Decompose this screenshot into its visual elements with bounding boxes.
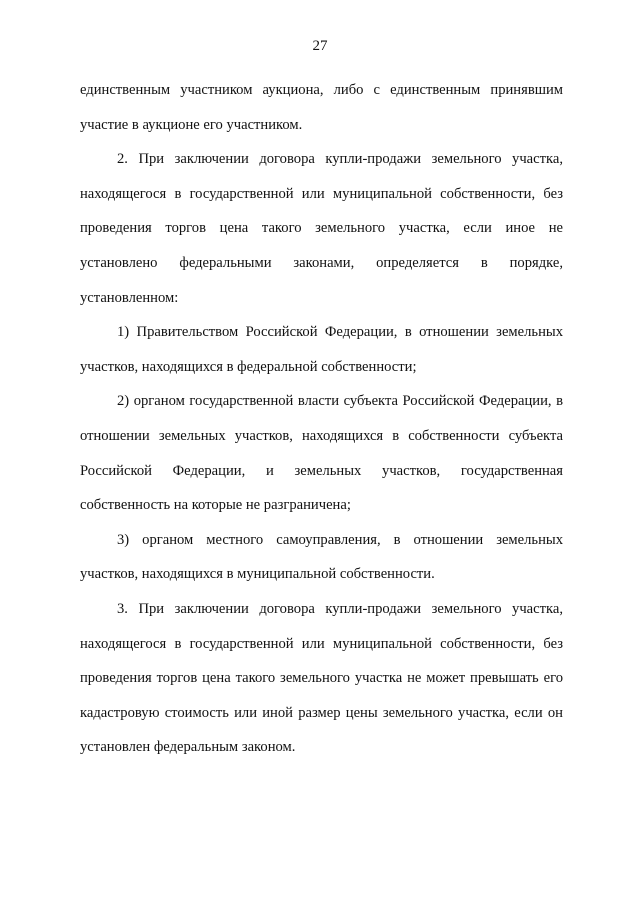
paragraph-item-1: 1) Правительством Российской Федерации, в отношении земельных участков, находящихся в федеральной собственности; xyxy=(80,324,563,375)
paragraph-item-2: 2) органом государственной власти субъекта Российской Федерации, в отношении земельных участков, находящихся в собственности субъекта Российской Федерации, и земельных участков, государственная собственность на которые не разграничена; xyxy=(80,393,563,514)
paragraph-clause-2: 2. При заключении договора купли-продажи земельного участка, находящегося в государственной или муниципальной собственности, без проведения торгов цена такого земельного участка, если иное не установлено федеральными законами, определяется в порядке, установленном: xyxy=(80,151,563,306)
page-number: 27 xyxy=(312,38,328,54)
document-body xyxy=(80,73,563,765)
paragraph-item-3: 3) органом местного самоуправления, в отношении земельных участков, находящихся в муниципальной собственности. xyxy=(80,531,563,583)
paragraph-clause-3: 3. При заключении договора купли-продажи земельного участка, находящегося в государственной или муниципальной собственности, без проведения торгов цена такого земельного участка не может превышать его кадастровую стоимость или иной размер цены земельного участка, если он установлен федеральным законом. xyxy=(80,600,563,756)
paragraph-continuation: единственным участником аукциона, либо с единственным принявшим участие в аукционе его участником. xyxy=(80,82,563,133)
